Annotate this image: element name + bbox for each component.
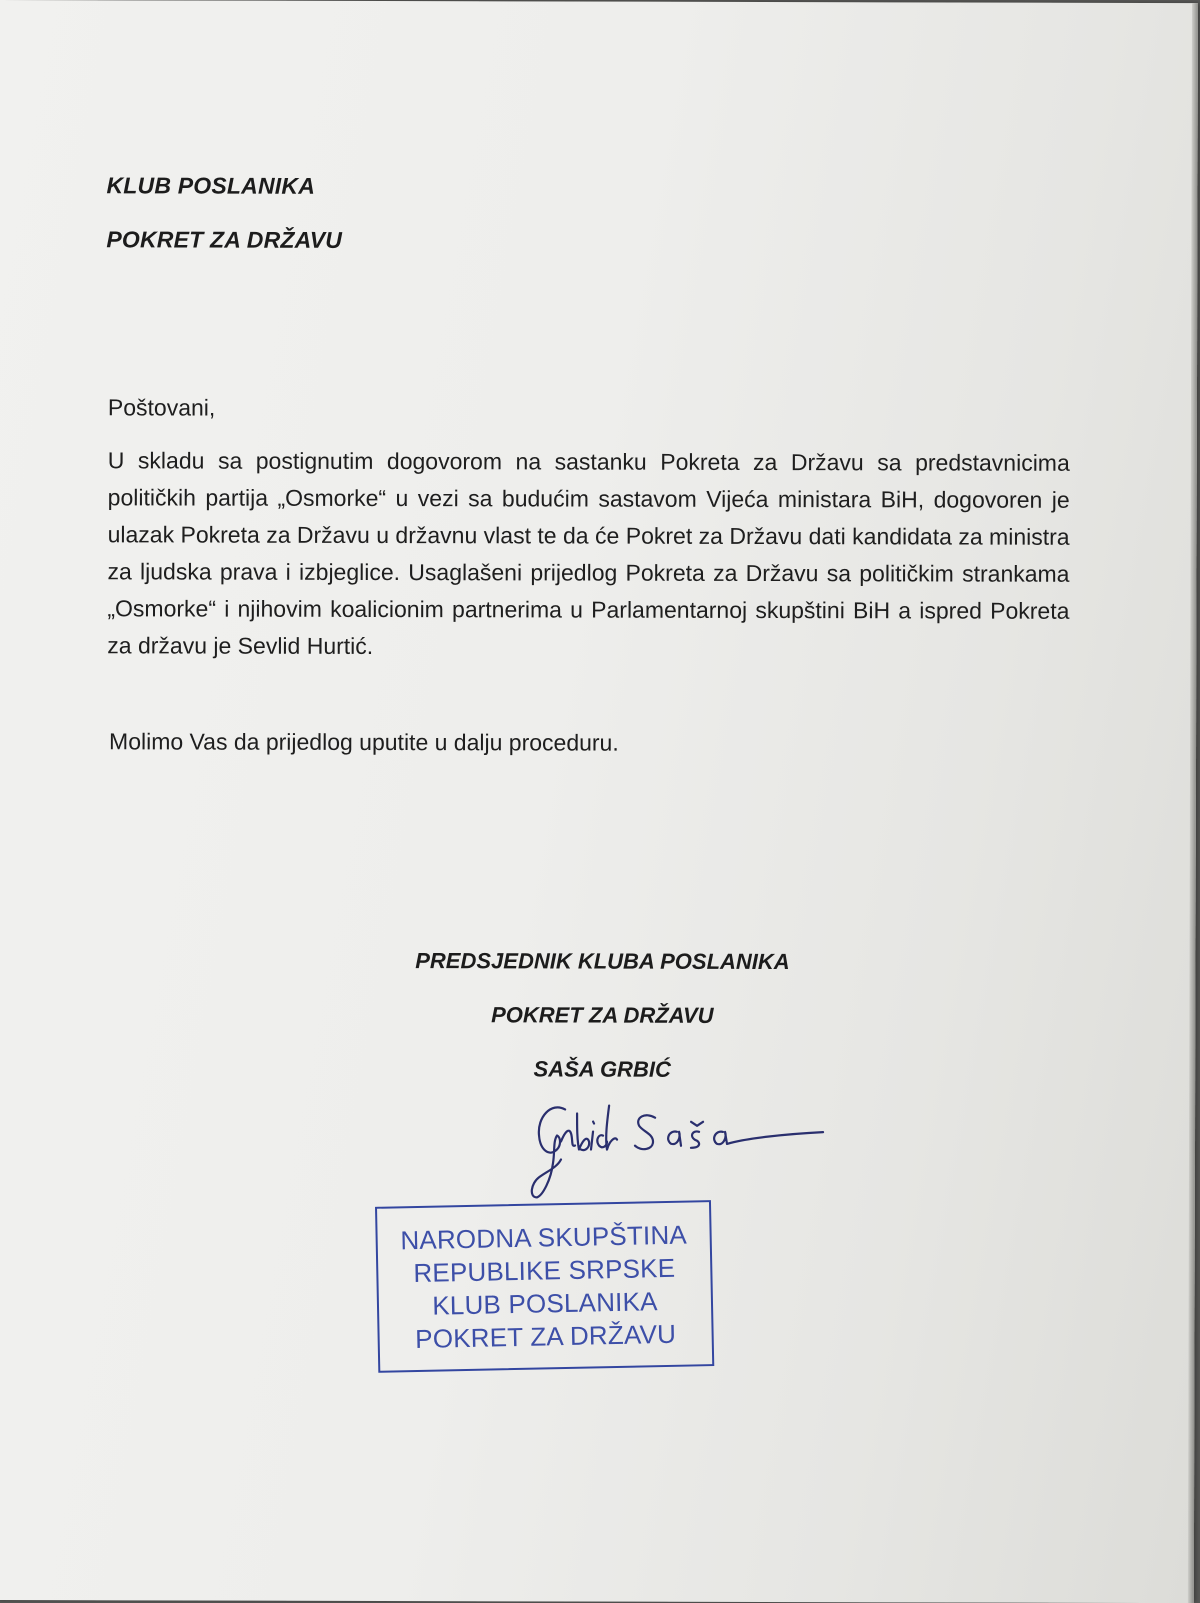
header-club-name: KLUB POSLANIKA xyxy=(106,172,316,199)
stamp-line-3: KLUB POSLANIKA xyxy=(432,1286,658,1321)
salutation: Poštovani, xyxy=(107,394,216,421)
official-stamp xyxy=(375,1200,714,1373)
stamp-line-1: NARODNA SKUPŠTINA xyxy=(400,1219,688,1256)
paper-edge xyxy=(1188,3,1198,1603)
stamp-line-2: REPUBLIKE SRPSKE xyxy=(413,1252,676,1289)
header-party-name: POKRET ZA DRŽAVU xyxy=(106,226,343,253)
handwritten-signature xyxy=(527,1091,837,1212)
closing-sentence: Molimo Vas da prijedlog uputite u dalju proceduru. xyxy=(109,728,619,756)
signatory-name: SAŠA GRBIĆ xyxy=(533,1056,671,1082)
signatory-organization: POKRET ZA DRŽAVU xyxy=(491,1002,714,1028)
body-paragraph: U skladu sa postignutim dogovorom na sastanku Pokreta za Državu sa predstavnicima političkih partija „Osmorke“ u vezi sa budućim sastavom Vijeća ministara BiH, dogovoren je ulazak Pokreta za Državu u državnu vlast te da će Pokret za Državu dati kandidata za ministra za ljudska prava i izbjeglice. Usaglašeni prijedlog Pokreta za Državu sa političkim strankama „Osmorke“ i njihovim koalicionim partnerima u Parlamentarnoj skupštini BiH a ispred Pokreta za državu je Sevlid Hurtić. xyxy=(107,447,1070,659)
stamp-line-4: POKRET ZA DRŽAVU xyxy=(414,1318,677,1355)
signatory-title: PREDSJEDNIK KLUBA POSLANIKA xyxy=(415,948,790,975)
